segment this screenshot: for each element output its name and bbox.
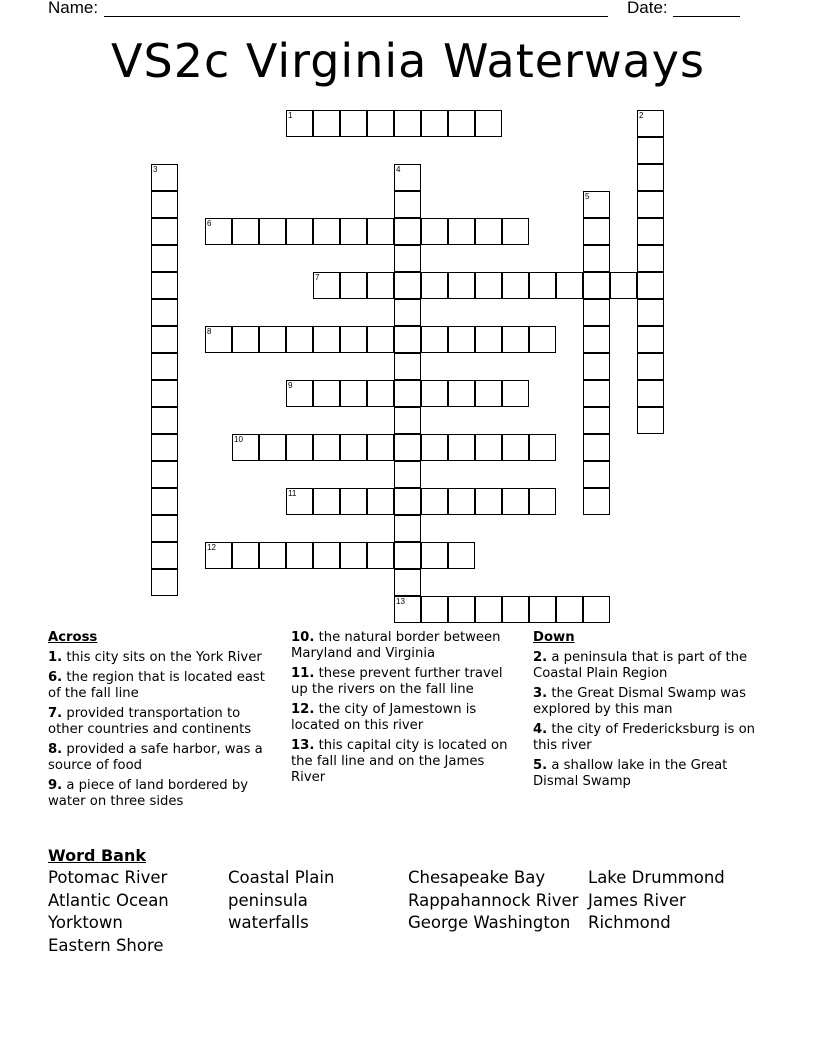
crossword-cell[interactable]	[583, 461, 610, 488]
clue-number: 1	[288, 111, 293, 120]
crossword-cell[interactable]	[259, 326, 286, 353]
crossword-cell[interactable]	[637, 191, 664, 218]
crossword-cell[interactable]	[286, 434, 313, 461]
clue-number: 4	[396, 165, 401, 174]
crossword-cell[interactable]	[421, 326, 448, 353]
crossword-cell[interactable]	[583, 407, 610, 434]
crossword-cell[interactable]	[421, 542, 448, 569]
crossword-cell[interactable]	[151, 353, 178, 380]
crossword-cell[interactable]	[448, 542, 475, 569]
crossword-cell[interactable]	[421, 218, 448, 245]
date-line[interactable]	[673, 16, 740, 17]
word-bank-item: Eastern Shore	[48, 935, 164, 955]
crossword-cell[interactable]	[313, 434, 340, 461]
page-title: VS2c Virginia Waterways	[111, 34, 705, 88]
crossword-cell[interactable]	[151, 380, 178, 407]
crossword-cell[interactable]	[313, 488, 340, 515]
crossword-cell[interactable]	[367, 434, 394, 461]
clue-number: 6	[207, 219, 212, 228]
crossword-cell[interactable]	[367, 218, 394, 245]
crossword-cell[interactable]	[448, 272, 475, 299]
crossword-cell[interactable]	[232, 434, 259, 461]
across-clue: 8. provided a safe harbor, was a source of food	[48, 742, 263, 773]
word-bank-item: James River	[588, 890, 686, 910]
word-bank-col1	[48, 867, 218, 957]
crossword-cell[interactable]	[367, 272, 394, 299]
crossword-cell[interactable]	[313, 326, 340, 353]
across-clues-col1	[48, 630, 276, 814]
crossword-cell[interactable]	[286, 110, 313, 137]
crossword-cell[interactable]	[421, 380, 448, 407]
word-bank-col3	[408, 867, 583, 935]
crossword-cell[interactable]	[394, 515, 421, 542]
crossword-cell[interactable]	[637, 218, 664, 245]
crossword-cell[interactable]	[556, 272, 583, 299]
across-clue: 11. these prevent further travel up the rivers on the fall line	[291, 666, 503, 697]
across-clue: 6. the region that is located east of the fall line	[48, 670, 265, 701]
crossword-cell[interactable]	[529, 596, 556, 623]
crossword-cell[interactable]	[394, 191, 421, 218]
across-clue: 7. provided transportation to other countries and continents	[48, 706, 252, 737]
word-bank-item: Yorktown	[48, 913, 123, 932]
crossword-cell[interactable]	[394, 542, 421, 569]
crossword-cell[interactable]	[367, 326, 394, 353]
across-clue: 1. this city sits on the York River	[48, 650, 262, 665]
crossword-cell[interactable]	[637, 245, 664, 272]
crossword-cell[interactable]	[286, 380, 313, 407]
crossword-cell[interactable]	[637, 110, 664, 137]
crossword-cell[interactable]	[340, 380, 367, 407]
crossword-cell[interactable]	[475, 596, 502, 623]
down-heading: Down	[533, 630, 575, 645]
word-bank-col2	[228, 867, 398, 935]
crossword-cell[interactable]	[205, 326, 232, 353]
crossword-cell[interactable]	[151, 407, 178, 434]
crossword-cell[interactable]	[583, 488, 610, 515]
crossword-cell[interactable]	[205, 218, 232, 245]
clue-number: 7	[315, 273, 320, 282]
crossword-cell[interactable]	[475, 326, 502, 353]
crossword-cell[interactable]	[340, 326, 367, 353]
crossword-cell[interactable]	[232, 542, 259, 569]
down-clue: 3. the Great Dismal Swamp was explored by this man	[533, 686, 746, 717]
down-clue: 5. a shallow lake in the Great Dismal Swamp	[533, 758, 728, 789]
crossword-cell[interactable]	[583, 326, 610, 353]
crossword-cell[interactable]	[151, 515, 178, 542]
crossword-cell[interactable]	[151, 569, 178, 596]
crossword-cell[interactable]	[421, 596, 448, 623]
word-bank-item: Richmond	[588, 913, 671, 932]
crossword-cell[interactable]	[232, 218, 259, 245]
word-bank-item: Atlantic Ocean	[48, 890, 169, 910]
word-bank-heading: Word Bank	[48, 846, 147, 865]
crossword-cell[interactable]	[340, 542, 367, 569]
crossword-cell[interactable]	[583, 596, 610, 623]
crossword-cell[interactable]	[394, 110, 421, 137]
crossword-cell[interactable]	[475, 272, 502, 299]
crossword-cell[interactable]	[313, 542, 340, 569]
crossword-cell[interactable]	[394, 272, 421, 299]
crossword-cell[interactable]	[610, 272, 637, 299]
crossword-cell[interactable]	[529, 272, 556, 299]
crossword-cell[interactable]	[637, 164, 664, 191]
crossword-cell[interactable]	[475, 110, 502, 137]
crossword-cell[interactable]	[367, 110, 394, 137]
crossword-cell[interactable]	[340, 488, 367, 515]
crossword-cell[interactable]	[637, 353, 664, 380]
crossword-cell[interactable]	[583, 191, 610, 218]
crossword-cell[interactable]	[232, 326, 259, 353]
crossword-cell[interactable]	[475, 488, 502, 515]
crossword-cell[interactable]	[637, 137, 664, 164]
crossword-cell[interactable]	[394, 218, 421, 245]
crossword-cell[interactable]	[151, 164, 178, 191]
crossword-cell[interactable]	[340, 110, 367, 137]
crossword-cell[interactable]	[502, 380, 529, 407]
down-clue: 4. the city of Fredericksburg is on this river	[533, 722, 756, 753]
crossword-cell[interactable]	[475, 434, 502, 461]
clue-number: 13	[396, 597, 405, 606]
crossword-cell[interactable]	[286, 218, 313, 245]
crossword-cell[interactable]	[448, 110, 475, 137]
across-clues-col2	[291, 630, 519, 790]
crossword-cell[interactable]	[394, 434, 421, 461]
word-bank-item: George Washington	[408, 913, 571, 932]
crossword-cell[interactable]	[421, 272, 448, 299]
crossword-cell[interactable]	[583, 299, 610, 326]
crossword-cell[interactable]	[448, 326, 475, 353]
crossword-cell[interactable]	[448, 218, 475, 245]
across-clue: 10. the natural border between Maryland and Virginia	[291, 630, 501, 661]
word-bank-item: Potomac River	[48, 868, 168, 887]
crossword-cell[interactable]	[556, 596, 583, 623]
crossword-cell[interactable]	[394, 488, 421, 515]
crossword-cell[interactable]	[205, 542, 232, 569]
crossword-cell[interactable]	[151, 326, 178, 353]
crossword-cell[interactable]	[502, 326, 529, 353]
crossword-cell[interactable]	[151, 245, 178, 272]
name-label: Name:	[48, 0, 99, 17]
crossword-cell[interactable]	[583, 434, 610, 461]
crossword-cell[interactable]	[529, 488, 556, 515]
crossword-cell[interactable]	[151, 488, 178, 515]
crossword-cell[interactable]	[448, 488, 475, 515]
crossword-cell[interactable]	[340, 272, 367, 299]
word-bank-item: peninsula	[228, 890, 308, 910]
crossword-cell[interactable]	[529, 434, 556, 461]
crossword-cell[interactable]	[151, 461, 178, 488]
crossword-cell[interactable]	[313, 272, 340, 299]
crossword-cell[interactable]	[637, 326, 664, 353]
crossword-cell[interactable]	[151, 272, 178, 299]
crossword-cell[interactable]	[259, 218, 286, 245]
crossword-cell[interactable]	[286, 326, 313, 353]
word-bank-item: Chesapeake Bay	[408, 868, 546, 887]
crossword-cell[interactable]	[367, 380, 394, 407]
across-clue: 13. this capital city is located on the fall line and on the James River	[291, 738, 508, 785]
crossword-cell[interactable]	[367, 488, 394, 515]
clue-number: 12	[207, 543, 216, 552]
name-line[interactable]	[104, 16, 608, 17]
crossword-cell[interactable]	[502, 488, 529, 515]
crossword-cell[interactable]	[286, 488, 313, 515]
crossword-cell[interactable]	[502, 596, 529, 623]
across-clue: 12. the city of Jamestown is located on this river	[291, 702, 477, 733]
header	[0, 0, 816, 24]
crossword-cell[interactable]	[340, 218, 367, 245]
word-bank-item: Lake Drummond	[588, 868, 725, 887]
crossword-cell[interactable]	[448, 434, 475, 461]
clue-number: 3	[153, 165, 158, 174]
crossword-cell[interactable]	[340, 434, 367, 461]
crossword-cell[interactable]	[475, 218, 502, 245]
crossword-cell[interactable]	[394, 407, 421, 434]
crossword-cell[interactable]	[313, 380, 340, 407]
crossword-cell[interactable]	[151, 191, 178, 218]
crossword-cell[interactable]	[313, 110, 340, 137]
crossword-cell[interactable]	[502, 218, 529, 245]
crossword-cell[interactable]	[286, 542, 313, 569]
crossword-cell[interactable]	[448, 596, 475, 623]
crossword-cell[interactable]	[394, 461, 421, 488]
crossword-cell[interactable]	[421, 488, 448, 515]
crossword-cell[interactable]	[583, 380, 610, 407]
clue-number: 2	[639, 111, 644, 120]
word-bank-item: Rappahannock River	[408, 890, 579, 910]
clue-number: 9	[288, 381, 293, 390]
crossword-cell[interactable]	[529, 326, 556, 353]
crossword-cell[interactable]	[475, 380, 502, 407]
crossword-cell[interactable]	[151, 218, 178, 245]
crossword-cell[interactable]	[583, 353, 610, 380]
crossword-cell[interactable]	[421, 434, 448, 461]
date-label: Date:	[627, 0, 668, 17]
crossword-cell[interactable]	[637, 272, 664, 299]
crossword-cell[interactable]	[583, 272, 610, 299]
word-bank-item: Coastal Plain	[228, 868, 335, 887]
crossword-cell[interactable]	[637, 380, 664, 407]
clue-number: 5	[585, 192, 590, 201]
crossword-cell[interactable]	[394, 245, 421, 272]
crossword-cell[interactable]	[259, 434, 286, 461]
crossword-cell[interactable]	[367, 542, 394, 569]
crossword-cell[interactable]	[637, 407, 664, 434]
across-heading: Across	[48, 630, 98, 645]
crossword-cell[interactable]	[421, 110, 448, 137]
crossword-cell[interactable]	[583, 245, 610, 272]
down-clues	[533, 630, 773, 794]
crossword-cell[interactable]	[394, 569, 421, 596]
crossword-cell[interactable]	[394, 353, 421, 380]
crossword-cell[interactable]	[259, 542, 286, 569]
crossword-cell[interactable]	[394, 596, 421, 623]
word-bank-col4	[588, 867, 768, 935]
down-clue: 2. a peninsula that is part of the Coastal Plain Region	[533, 650, 748, 681]
clue-number: 11	[288, 489, 297, 498]
clue-number: 8	[207, 327, 212, 336]
crossword-cell[interactable]	[394, 299, 421, 326]
across-clue: 9. a piece of land bordered by water on three sides	[48, 778, 249, 809]
crossword-cell[interactable]	[151, 299, 178, 326]
crossword-cell[interactable]	[313, 218, 340, 245]
crossword-cell[interactable]	[394, 380, 421, 407]
crossword-cell[interactable]	[394, 326, 421, 353]
crossword-cell[interactable]	[394, 164, 421, 191]
crossword-cell[interactable]	[637, 299, 664, 326]
clue-number: 10	[234, 435, 243, 444]
crossword-cell[interactable]	[448, 380, 475, 407]
word-bank-item: waterfalls	[228, 913, 309, 932]
crossword-cell[interactable]	[583, 218, 610, 245]
crossword-cell[interactable]	[151, 434, 178, 461]
crossword-cell[interactable]	[151, 542, 178, 569]
crossword-cell[interactable]	[502, 434, 529, 461]
crossword-cell[interactable]	[502, 272, 529, 299]
